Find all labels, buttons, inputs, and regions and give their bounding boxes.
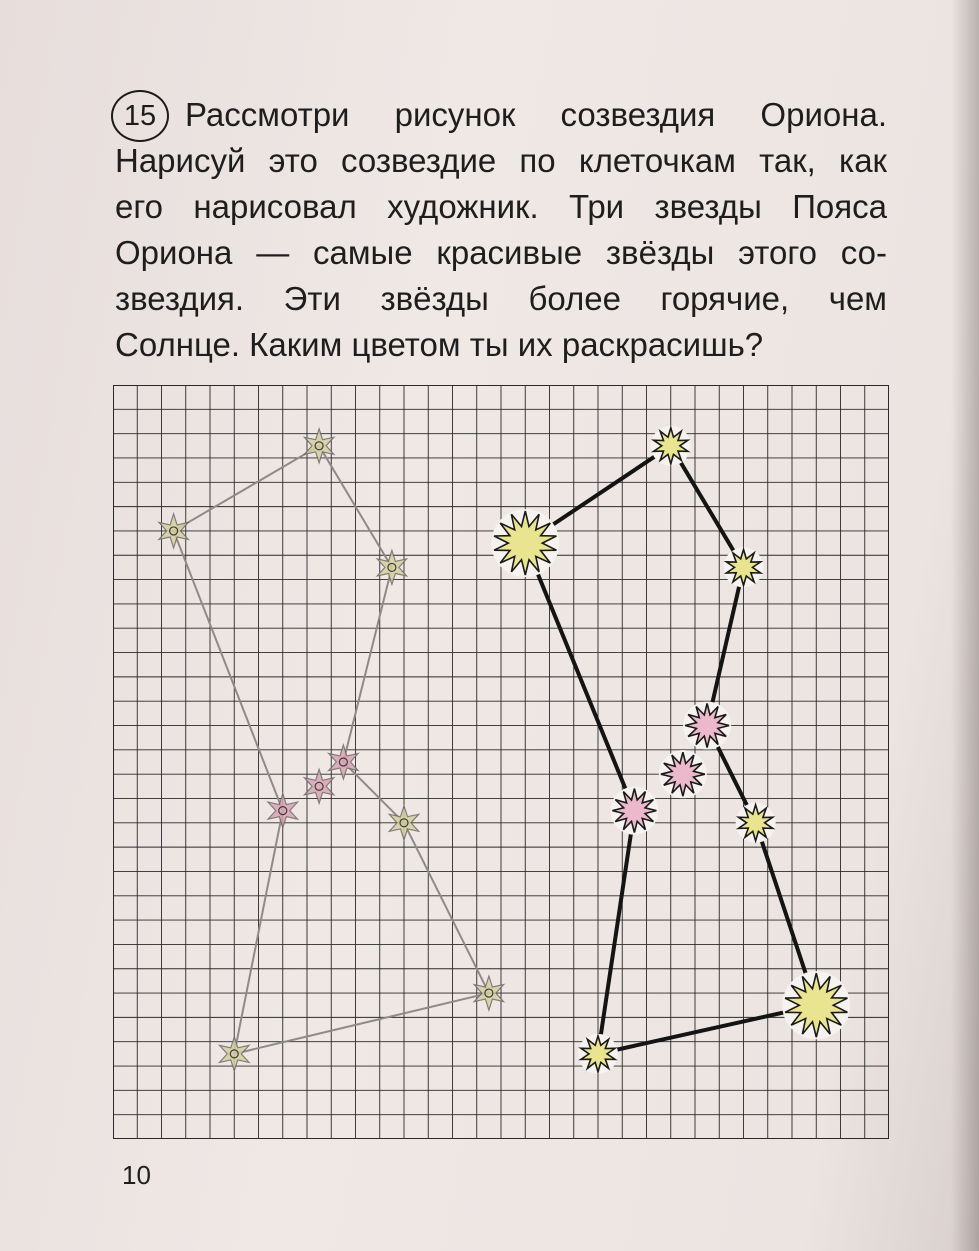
pencil-constellation-line — [343, 567, 392, 762]
pencil-constellation-line — [404, 823, 489, 993]
pencil-constellation-line — [343, 762, 404, 823]
task-line: Рассмотри рисунок созвездия Ориона. — [185, 96, 887, 133]
pencil-constellation-line — [174, 446, 320, 531]
task-line: Солнце. Каким цветом ты их раскрасишь? — [115, 326, 764, 363]
task-number-badge: 15 — [111, 90, 169, 142]
task-line: Ориона — самые красивые звёзды этого со- — [115, 234, 887, 271]
drawing-grid[interactable] — [113, 385, 889, 1139]
pencil-constellation-line — [174, 531, 283, 811]
constellation-grid-svg — [113, 385, 889, 1139]
task-line: Нарисуй это созвездие по клеточкам так, как — [115, 142, 887, 179]
pencil-constellation-line — [234, 993, 489, 1054]
task-line: его нарисовал художник. Три звезды Пояса — [115, 188, 887, 225]
task-line: звездия. Эти звёзды более горячие, чем — [115, 280, 887, 317]
page-gutter-shadow — [951, 0, 979, 1251]
printed-constellation-line — [707, 567, 743, 725]
task-instructions — [115, 92, 887, 368]
page-number: 10 — [122, 1160, 151, 1190]
